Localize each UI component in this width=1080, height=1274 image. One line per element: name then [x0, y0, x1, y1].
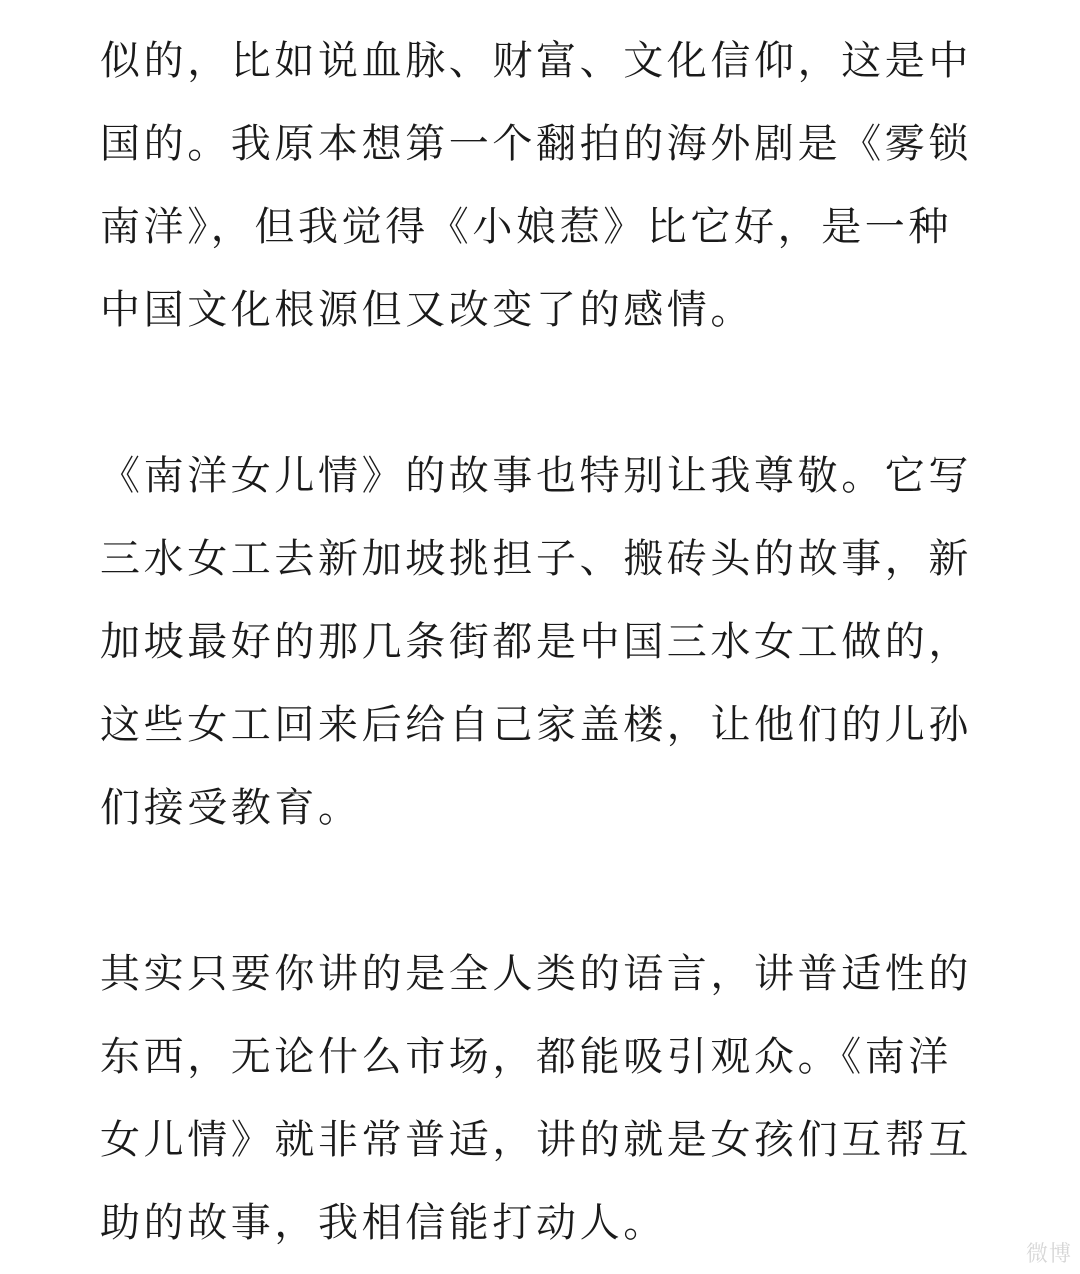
- paragraph-gap: [100, 850, 1000, 933]
- weibo-watermark: 微博: [1025, 1242, 1072, 1267]
- text-line: 们接受教育。: [100, 785, 362, 831]
- paragraph-3: [100, 933, 1000, 1265]
- text-line: 助的故事，我相信能打动人。: [100, 1200, 667, 1246]
- text-line: 国的。我原本想第一个翻拍的海外剧是《雾锁: [100, 121, 972, 167]
- paragraph-1: [100, 20, 1000, 352]
- text-line: 这些女工回来后给自己家盖楼，让他们的儿孙: [100, 702, 972, 748]
- text-line: 似的，比如说血脉、财富、文化信仰，这是中: [100, 38, 972, 84]
- paragraph-2: [100, 435, 1000, 850]
- text-line: 三水女工去新加坡挑担子、搬砖头的故事，新: [100, 536, 972, 582]
- text-line: 女儿情》就非常普适，讲的就是女孩们互帮互: [100, 1117, 972, 1163]
- text-line: 南洋》，但我觉得《小娘惹》比它好，是一种: [100, 204, 952, 250]
- text-line: 东西，无论什么市场，都能吸引观众。《南洋: [100, 1034, 952, 1080]
- text-line: 其实只要你讲的是全人类的语言，讲普适性的: [100, 951, 972, 997]
- article-body: [100, 20, 1000, 1265]
- text-line: 中国文化根源但又改变了的感情。: [100, 287, 754, 333]
- text-line: 《南洋女儿情》的故事也特别让我尊敬。它写: [100, 453, 972, 499]
- text-line: 加坡最好的那几条街都是中国三水女工做的，: [100, 619, 972, 665]
- paragraph-gap: [100, 352, 1000, 435]
